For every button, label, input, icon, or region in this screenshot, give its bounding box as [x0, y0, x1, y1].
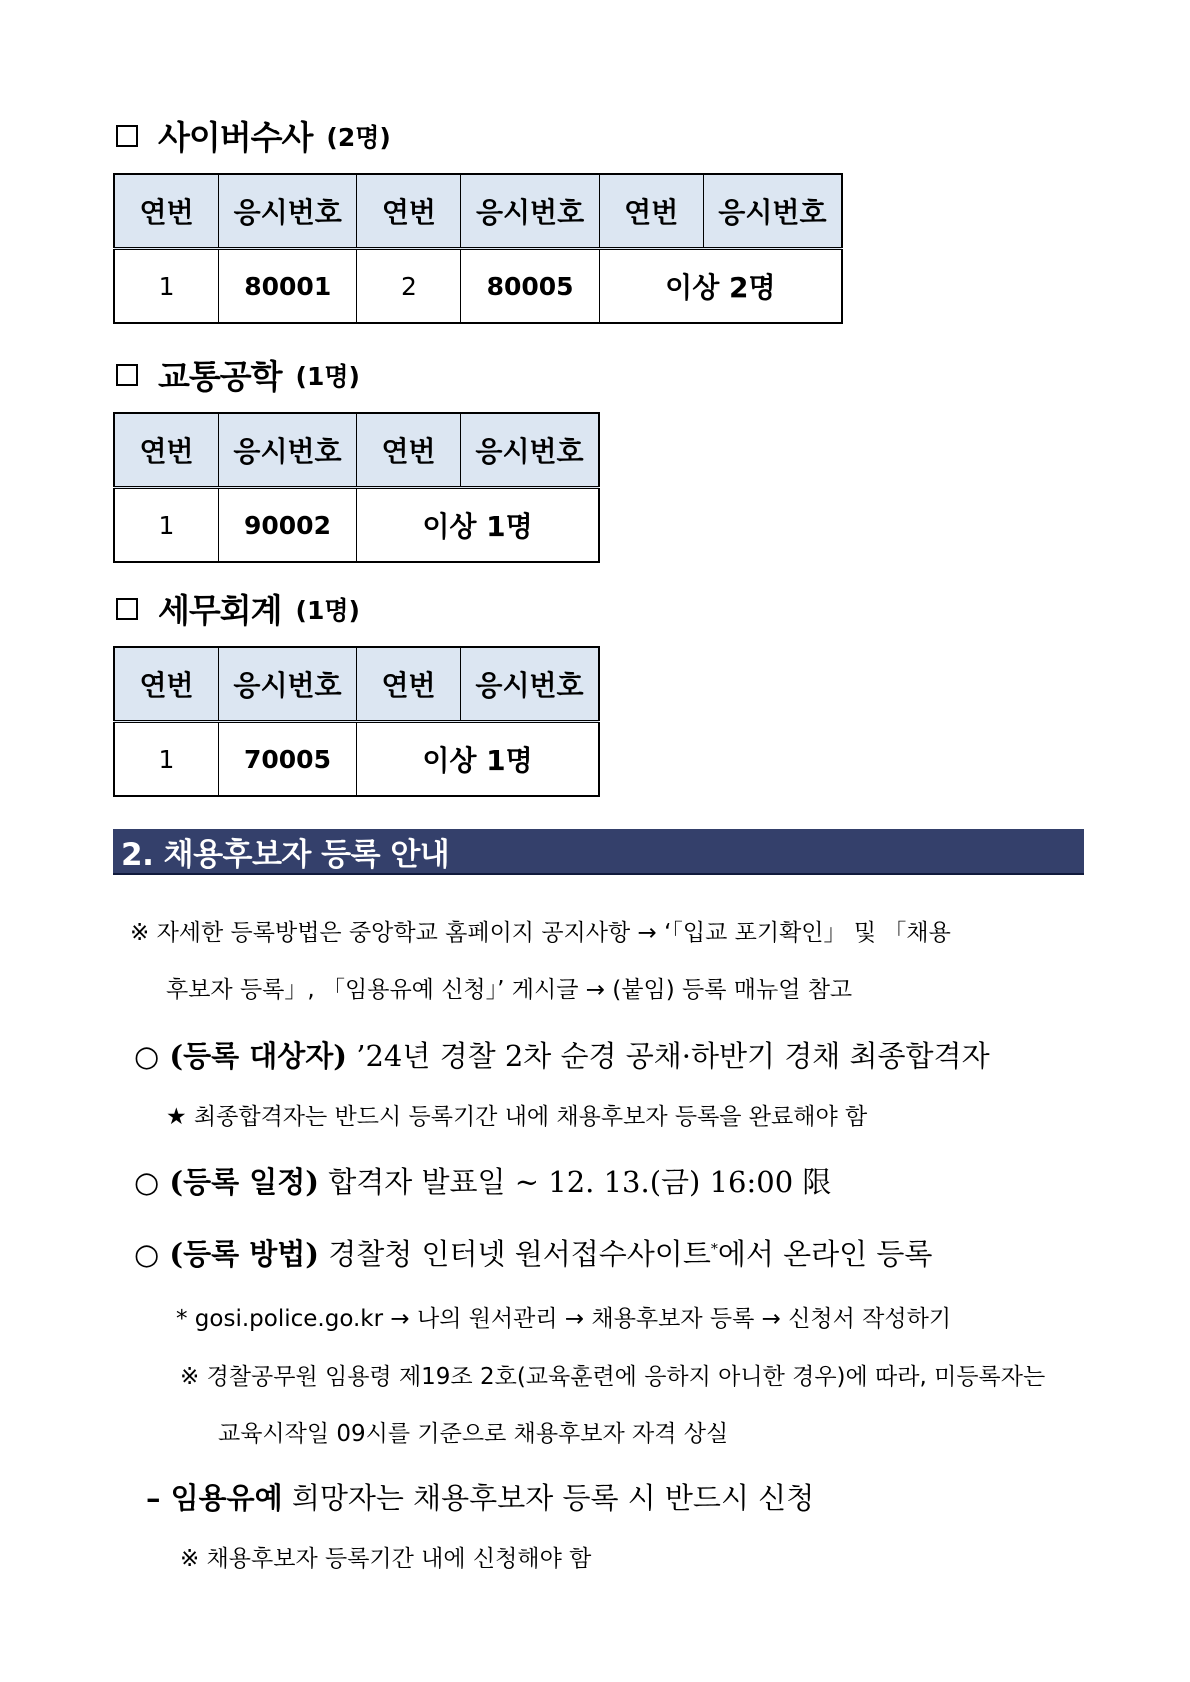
table-row	[114, 488, 599, 563]
section-title: 세무회계	[158, 591, 282, 630]
checkbox-square-icon	[116, 125, 138, 147]
target-text: ’24년 경찰 2차 순경 공채·하반기 경채 최종합격자	[356, 1039, 990, 1073]
serial-cell: 1	[114, 249, 219, 324]
header-exam-no: 응시번호	[461, 174, 599, 249]
header-serial: 연번	[114, 413, 219, 488]
method-text-2: 에서 온라인 등록	[717, 1237, 933, 1271]
remainder-cell: 이상 1명	[357, 488, 600, 563]
serial-cell: 2	[357, 249, 461, 324]
method-line	[134, 1232, 932, 1273]
exam-no-cell: 80001	[219, 249, 357, 324]
checkbox-square-icon	[116, 364, 138, 386]
footnote-url: * gosi.police.go.kr → 나의 원서관리 → 채용후보자 등록 → 신청서 작성하기	[176, 1306, 952, 1332]
header-exam-no: 응시번호	[219, 174, 357, 249]
law-note-line2: 교육시작일 09시를 기준으로 채용후보자 자격 상실	[218, 1421, 729, 1447]
target-label: ○ (등록 대상자)	[134, 1039, 348, 1073]
section-heading-traffic	[116, 351, 360, 398]
section-count: (2명)	[326, 122, 391, 152]
defer-note: ※ 채용후보자 등록기간 내에 신청해야 함	[180, 1546, 592, 1572]
section-banner: 2. 채용후보자 등록 안내	[113, 829, 1084, 875]
header-exam-no: 응시번호	[461, 413, 600, 488]
defer-line	[146, 1476, 814, 1517]
star-note: ★ 최종합격자는 반드시 등록기간 내에 채용후보자 등록을 완료해야 함	[166, 1104, 868, 1130]
exam-no-cell: 80005	[461, 249, 599, 324]
header-exam-no: 응시번호	[703, 174, 842, 249]
footnote-mark: *	[710, 1241, 718, 1258]
header-serial: 연번	[357, 174, 461, 249]
section-count: (1명)	[295, 595, 360, 625]
note-registration-method-line1: ※ 자세한 등록방법은 중앙학교 홈페이지 공지사항 → ‘「입교 포기확인」 및 「채용	[130, 920, 951, 946]
exam-no-cell: 90002	[219, 488, 357, 563]
section-heading-cyber	[116, 112, 391, 159]
header-serial: 연번	[357, 413, 461, 488]
note-registration-method-line2: 후보자 등록」, 「임용유예 신청」’ 게시글 → (붙임) 등록 매뉴얼 참고	[166, 977, 853, 1003]
law-note-line1: ※ 경찰공무원 임용령 제19조 2호(교육훈련에 응하지 아니한 경우)에 따라, 미등록자는	[180, 1364, 1046, 1390]
defer-text: 희망자는 채용후보자 등록 시 반드시 신청	[291, 1481, 815, 1515]
remainder-cell: 이상 2명	[599, 249, 842, 324]
result-table-traffic	[113, 412, 600, 563]
method-label: ○ (등록 방법)	[134, 1237, 319, 1271]
section-count: (1명)	[295, 361, 360, 391]
schedule-label: ○ (등록 일정)	[134, 1165, 319, 1199]
result-table-tax	[113, 646, 600, 797]
header-exam-no: 응시번호	[219, 647, 357, 722]
method-text: 경찰청 인터넷 원서접수사이트	[328, 1237, 711, 1271]
table-row	[114, 249, 842, 324]
section-title: 교통공학	[158, 357, 282, 396]
schedule-line	[134, 1160, 831, 1201]
table-row	[114, 722, 599, 797]
schedule-text: 합격자 발표일 ~ 12. 13.(금) 16:00 限	[328, 1165, 832, 1199]
header-serial: 연번	[114, 174, 219, 249]
target-line	[134, 1034, 990, 1075]
defer-label: – 임용유예	[146, 1481, 283, 1515]
serial-cell: 1	[114, 722, 219, 797]
header-serial: 연번	[114, 647, 219, 722]
remainder-cell: 이상 1명	[357, 722, 600, 797]
header-serial: 연번	[599, 174, 703, 249]
header-exam-no: 응시번호	[461, 647, 600, 722]
header-exam-no: 응시번호	[219, 413, 357, 488]
exam-no-cell: 70005	[219, 722, 357, 797]
section-title: 사이버수사	[158, 118, 313, 157]
header-serial: 연번	[357, 647, 461, 722]
checkbox-square-icon	[116, 598, 138, 620]
result-table-cyber	[113, 173, 843, 324]
section-heading-tax	[116, 585, 360, 632]
serial-cell: 1	[114, 488, 219, 563]
